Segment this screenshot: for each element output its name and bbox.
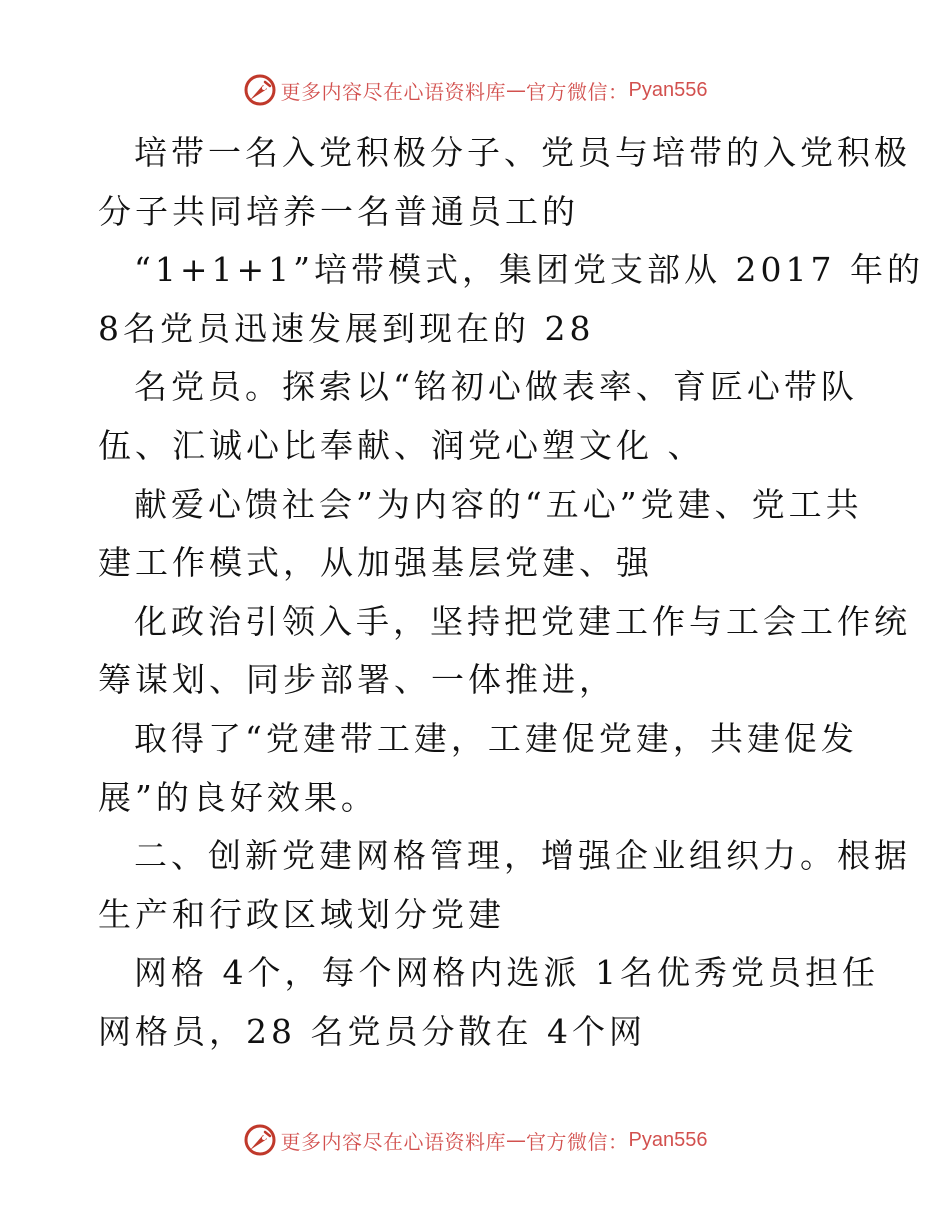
banner-separator: — xyxy=(506,1128,527,1152)
text-line: 名党员。探索以“铭初心做表率、育匠心带队 xyxy=(134,367,858,407)
text-line: 化政治引领入手，坚持把党建工作与工会工作统 xyxy=(134,601,911,641)
banner-wechat-id: Pyan556 xyxy=(628,78,708,101)
text-line: 献爱心馈社会”为内容的“五心”党建、党工共 xyxy=(134,484,863,524)
text-line: 网格员，28 名党员分散在 4个网 xyxy=(98,1011,646,1051)
header-watermark-banner xyxy=(0,70,950,110)
footer-watermark-banner xyxy=(0,1120,950,1160)
text-line: 展”的良好效果。 xyxy=(98,777,378,817)
pen-nib-circle-logo-icon xyxy=(243,1123,277,1157)
banner-text: 更多内容尽在心语资料库 xyxy=(280,79,507,104)
banner-text: 更多内容尽在心语资料库 xyxy=(280,1129,507,1154)
text-line: 网格 4个，每个网格内选派 1名优秀党员担任 xyxy=(134,953,879,993)
text-line: 二、创新党建网格管理，增强企业组织力。根据 xyxy=(134,836,911,876)
pen-nib-circle-logo-icon xyxy=(243,73,277,107)
banner-label: 官方微信： xyxy=(526,79,629,104)
text-line: 取得了“党建带工建，工建促党建，共建促发 xyxy=(134,718,858,758)
text-line: 生产和行政区域划分党建 xyxy=(98,894,505,934)
document-body xyxy=(98,124,924,1062)
text-line: 筹谋划、同步部署、一体推进， xyxy=(98,660,616,700)
banner-label: 官方微信： xyxy=(526,1129,629,1154)
text-line: 伍、汇诚心比奉献、润党心塑文化 、 xyxy=(98,425,705,465)
text-line: 建工作模式，从加强基层党建、强 xyxy=(98,543,653,583)
text-line: “1+1+1”培带模式，集团党支部从 2017 年的 xyxy=(134,250,924,290)
text-line: 培带一名入党积极分子、党员与培带的入党积极 xyxy=(134,133,911,172)
text-line: 8名党员迅速发展到现在的 28 xyxy=(98,308,595,348)
banner-wechat-id: Pyan556 xyxy=(628,1128,708,1151)
banner-separator: — xyxy=(506,78,527,102)
text-line: 分子共同培养一名普通员工的 xyxy=(98,191,579,231)
